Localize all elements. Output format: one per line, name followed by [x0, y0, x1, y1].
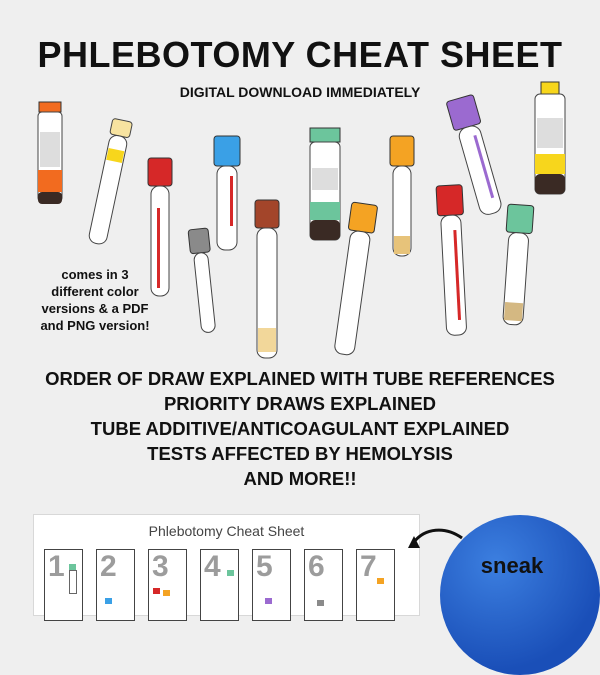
order-number: 2: [100, 550, 117, 583]
gold-top-tube-icon: [535, 82, 565, 194]
mini-tube-cap-icon: [265, 598, 272, 604]
feature-item: TUBE ADDITIVE/ANTICOAGULANT EXPLAINED: [90, 418, 510, 439]
order-number: 7: [360, 550, 377, 583]
red-top-tube-2-icon: [436, 185, 470, 336]
feature-item: TESTS AFFECTED BY HEMOLYSIS: [147, 443, 453, 464]
feature-item: PRIORITY DRAWS EXPLAINED: [163, 393, 437, 414]
mini-tube-cap-icon: [163, 590, 170, 596]
green-top-tube-2-icon: [500, 204, 534, 326]
versions-note-line: comes in 3: [61, 267, 129, 282]
mini-tube-icon: [69, 570, 77, 594]
order-number: 3: [152, 550, 169, 583]
yellow-top-tube-icon: [87, 118, 133, 245]
gray-top-tube-icon: [188, 228, 219, 334]
blue-top-tube-icon: [214, 136, 240, 250]
mini-tube-cap-icon: [317, 600, 324, 606]
green-top-tube-icon: [310, 128, 340, 240]
order-number: 4: [204, 550, 221, 583]
feature-item: AND MORE!!: [243, 468, 357, 489]
sneak-peek-badge: [440, 515, 600, 675]
versions-note-line: versions & a PDF: [41, 301, 149, 316]
mini-tube-cap-icon: [153, 588, 160, 594]
versions-note-line: and PNG version!: [40, 318, 150, 333]
speckled-top-tube-icon: [255, 200, 279, 358]
versions-note-line: different color: [51, 284, 139, 299]
order-card-2: [96, 549, 135, 621]
order-number: 6: [308, 550, 325, 583]
order-number: 1: [48, 550, 65, 583]
order-card-6: [304, 549, 343, 621]
order-card-7: [356, 549, 395, 621]
mini-tube-cap-icon: [105, 598, 112, 604]
feature-item: ORDER OF DRAW EXPLAINED WITH TUBE REFERENCES: [45, 368, 555, 389]
mini-tube-cap-icon: [377, 578, 384, 584]
sneak-peek-text: sneak: [480, 553, 544, 578]
orange-top-tube-icon: [38, 102, 62, 204]
page-title: PHLEBOTOMY CHEAT SHEET: [37, 34, 563, 75]
order-card-1: [44, 549, 83, 621]
order-card-4: [200, 549, 239, 621]
features-list: [0, 366, 600, 491]
order-card-3: [148, 549, 187, 621]
preview-title: Phlebotomy Cheat Sheet: [148, 523, 305, 539]
orange-cap-small-tube-icon: [390, 136, 414, 256]
page-subtitle: DIGITAL DOWNLOAD IMMEDIATELY: [179, 84, 421, 100]
order-number: 5: [256, 550, 273, 583]
order-card-5: [252, 549, 291, 621]
mini-tube-cap-icon: [227, 570, 234, 576]
cheat-sheet-preview: [33, 514, 420, 616]
versions-note: [30, 266, 160, 334]
